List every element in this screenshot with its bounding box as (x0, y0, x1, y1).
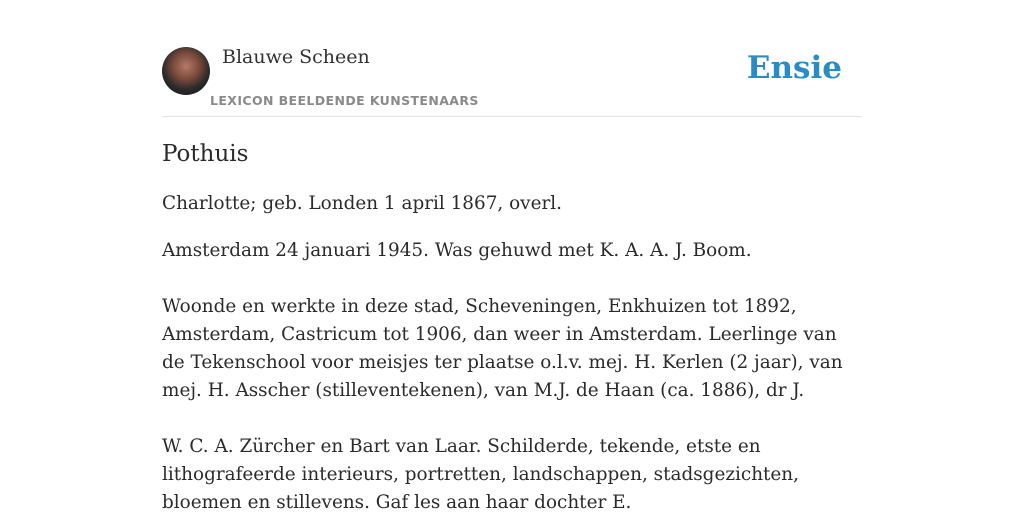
article-paragraph: Woonde en werkte in deze stad, Scheveningen, Enkhuizen tot 1892, Amsterdam, Castricum tot 1906, dan weer in Amsterdam. Leerlinge van de Tekenschool voor meisjes ter plaatse o.l.v. mej. H. Kerlen (2 jaar), van mej. H. Asscher (stilleventekenen), van M.J. de Haan (ca. 1886), dr J. (162, 296, 843, 401)
article-title: Pothuis (162, 141, 249, 167)
article-paragraph: Charlotte; geb. Londen 1 april 1867, overl. (162, 193, 562, 214)
article-paragraph: Amsterdam 24 januari 1945. Was gehuwd met K. A. A. J. Boom. (162, 240, 752, 261)
author-avatar[interactable] (162, 47, 210, 95)
article-body (162, 138, 862, 517)
category-label[interactable]: LEXICON BEELDENDE KUNSTENAARS (210, 93, 479, 108)
page-header (162, 0, 862, 117)
site-logo[interactable]: Ensie (746, 50, 842, 86)
author-name[interactable]: Blauwe Scheen (222, 46, 370, 68)
article-paragraph: W. C. A. Zürcher en Bart van Laar. Schilderde, tekende, etste en lithografeerde interieurs, portretten, landschappen, stadsgezichten, bloemen en stillevens. Gaf les aan haar dochter E. (162, 436, 800, 513)
